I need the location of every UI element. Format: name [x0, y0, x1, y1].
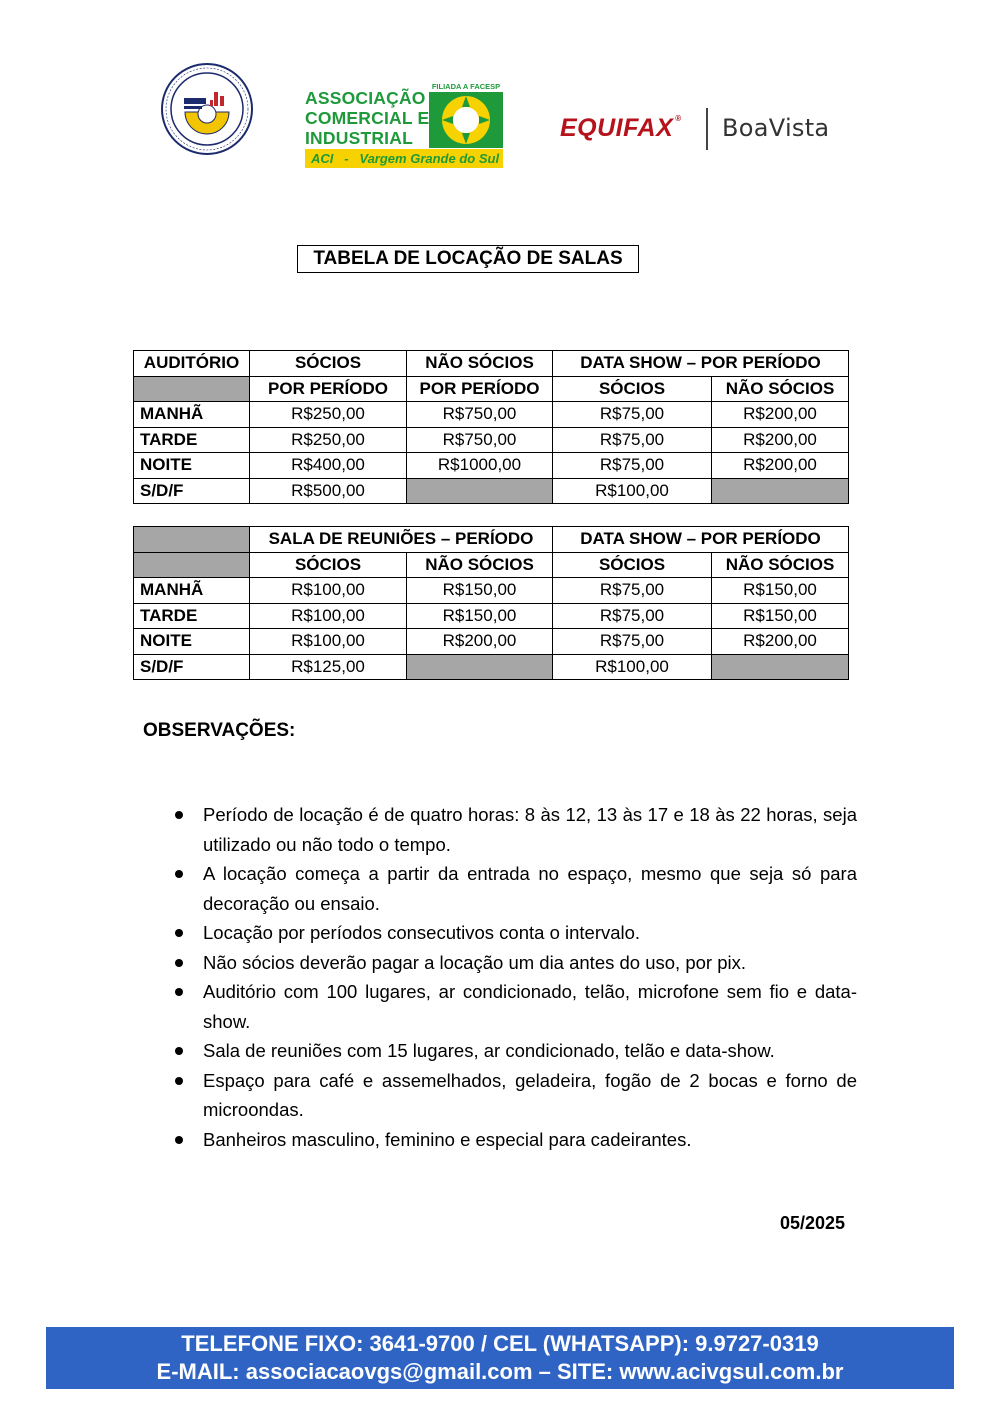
bullet-icon	[175, 1047, 183, 1055]
row-label: TARDE	[134, 427, 250, 453]
header-cell: POR PERÍODO	[407, 376, 553, 402]
list-item-text: Auditório com 100 lugares, ar condicionado, telão, microfone sem fio e data-show.	[203, 981, 857, 1032]
row-label: NOITE	[134, 629, 250, 655]
price-cell: R$250,00	[250, 427, 407, 453]
price-cell: R$750,00	[407, 402, 553, 428]
logo-divider	[706, 108, 708, 150]
price-cell: R$75,00	[553, 453, 712, 479]
list-item-text: Espaço para café e assemelhados, geladeira, fogão de 2 bocas e forno de microondas.	[203, 1069, 857, 1120]
price-cell: R$100,00	[250, 629, 407, 655]
header-cell: NÃO SÓCIOS	[712, 552, 849, 578]
price-cell: R$75,00	[553, 402, 712, 428]
header-cell: NÃO SÓCIOS	[712, 376, 849, 402]
price-cell: R$200,00	[712, 453, 849, 479]
header-cell: DATA SHOW – POR PERÍODO	[553, 351, 849, 377]
list-item-text: Não sócios deverão pagar a locação um dia antes do uso, por pix.	[203, 951, 746, 973]
empty-cell	[134, 376, 250, 402]
bullet-icon	[175, 811, 183, 819]
list-item	[175, 1066, 857, 1125]
list-item-text: Sala de reuniões com 15 lugares, ar condicionado, telão e data-show.	[203, 1040, 775, 1061]
row-label: NOITE	[134, 453, 250, 479]
row-label: MANHÃ	[134, 578, 250, 604]
trademark-icon: ®	[675, 114, 682, 123]
header-cell: NÃO SÓCIOS	[407, 552, 553, 578]
boavista-logo: BoaVista	[722, 114, 830, 142]
table-header-row	[134, 351, 849, 377]
table-header-row	[134, 527, 849, 553]
table-header-row	[134, 552, 849, 578]
header-cell: NÃO SÓCIOS	[407, 351, 553, 377]
price-cell: R$75,00	[553, 629, 712, 655]
header-cell: AUDITÓRIO	[134, 351, 250, 377]
price-cell: R$100,00	[250, 603, 407, 629]
empty-cell	[134, 552, 250, 578]
list-item	[175, 800, 857, 859]
row-label: TARDE	[134, 603, 250, 629]
table-row	[134, 453, 849, 479]
price-cell: R$1000,00	[407, 453, 553, 479]
aci-logo-bar: ACI - Vargem Grande do Sul	[305, 149, 503, 168]
list-item	[175, 918, 857, 948]
table-row	[134, 427, 849, 453]
price-cell: R$200,00	[712, 402, 849, 428]
header-cell: POR PERÍODO	[250, 376, 407, 402]
row-label: S/D/F	[134, 654, 250, 680]
contact-footer	[46, 1327, 954, 1389]
price-cell: R$200,00	[712, 427, 849, 453]
price-cell: R$75,00	[553, 578, 712, 604]
price-cell: R$150,00	[712, 578, 849, 604]
table-row	[134, 402, 849, 428]
footer-email-line: E-MAIL: associacaovgs@gmail.com – SITE: www.acivgsul.com.br	[156, 1359, 844, 1384]
header-cell: SÓCIOS	[553, 376, 712, 402]
bullet-icon	[175, 1136, 183, 1144]
auditorium-price-table	[133, 350, 849, 504]
price-cell: R$150,00	[407, 603, 553, 629]
aci-filiada-text: FILIADA A FACESP	[431, 82, 501, 91]
equifax-logo	[560, 114, 682, 143]
list-item-text: Locação por períodos consecutivos conta o intervalo.	[203, 922, 641, 943]
price-cell: R$250,00	[250, 402, 407, 428]
seal-logo	[160, 62, 254, 156]
price-cell: R$100,00	[553, 478, 712, 504]
observations-list	[175, 800, 857, 1154]
bullet-icon	[175, 988, 183, 996]
bullet-icon	[175, 959, 183, 967]
header-cell: SÓCIOS	[250, 351, 407, 377]
list-item	[175, 1125, 857, 1155]
meeting-room-price-table	[133, 526, 849, 680]
footer-phone-line: TELEFONE FIXO: 3641-9700 / CEL (WHATSAPP): 9.9727-0319	[181, 1331, 819, 1356]
equifax-logo-text: EQUIFAX	[560, 114, 674, 142]
table-row	[134, 654, 849, 680]
row-label: S/D/F	[134, 478, 250, 504]
header-cell: SALA DE REUNIÕES – PERÍODO	[250, 527, 553, 553]
price-cell: R$200,00	[407, 629, 553, 655]
page-title: TABELA DE LOCAÇÃO DE SALAS	[297, 245, 639, 273]
price-cell: R$400,00	[250, 453, 407, 479]
table-row	[134, 478, 849, 504]
list-item-text: Banheiros masculino, feminino e especial para cadeirantes.	[203, 1128, 692, 1150]
aci-logo-line: COMERCIAL E	[305, 108, 430, 128]
aci-logo-line: ASSOCIAÇÃO	[305, 88, 426, 108]
aci-logo-line: INDUSTRIAL	[305, 128, 413, 148]
table-row	[134, 578, 849, 604]
list-item	[175, 1036, 857, 1066]
document-date: 05/2025	[780, 1213, 846, 1233]
price-cell: R$200,00	[712, 629, 849, 655]
empty-cell	[407, 654, 553, 680]
price-cell: R$125,00	[250, 654, 407, 680]
aci-logo	[305, 82, 503, 168]
price-cell: R$100,00	[250, 578, 407, 604]
price-cell: R$750,00	[407, 427, 553, 453]
empty-cell	[407, 478, 553, 504]
aci-emblem-icon	[429, 92, 503, 148]
header-cell: DATA SHOW – POR PERÍODO	[553, 527, 849, 553]
row-label: MANHÃ	[134, 402, 250, 428]
list-item	[175, 859, 857, 918]
bullet-icon	[175, 929, 183, 937]
header-cell: SÓCIOS	[553, 552, 712, 578]
empty-cell	[712, 478, 849, 504]
aci-logo-text	[305, 88, 429, 148]
price-cell: R$75,00	[553, 427, 712, 453]
table-row	[134, 603, 849, 629]
empty-cell	[712, 654, 849, 680]
list-item	[175, 977, 857, 1036]
price-cell: R$150,00	[712, 603, 849, 629]
header-cell: SÓCIOS	[250, 552, 407, 578]
table-row	[134, 629, 849, 655]
bullet-icon	[175, 870, 183, 878]
price-cell: R$75,00	[553, 603, 712, 629]
list-item-text: A locação começa a partir da entrada no espaço, mesmo que seja só para decoração ou ensaio.	[203, 863, 857, 914]
price-cell: R$100,00	[553, 654, 712, 680]
list-item-text: Período de locação é de quatro horas: 8 às 12, 13 às 17 e 18 às 22 horas, seja utilizado ou não todo o tempo.	[203, 804, 857, 855]
price-cell: R$150,00	[407, 578, 553, 604]
price-cell: R$500,00	[250, 478, 407, 504]
list-item	[175, 948, 857, 978]
observations-heading: OBSERVAÇÕES:	[143, 720, 296, 741]
table-header-row	[134, 376, 849, 402]
bullet-icon	[175, 1077, 183, 1085]
empty-cell	[134, 527, 250, 553]
